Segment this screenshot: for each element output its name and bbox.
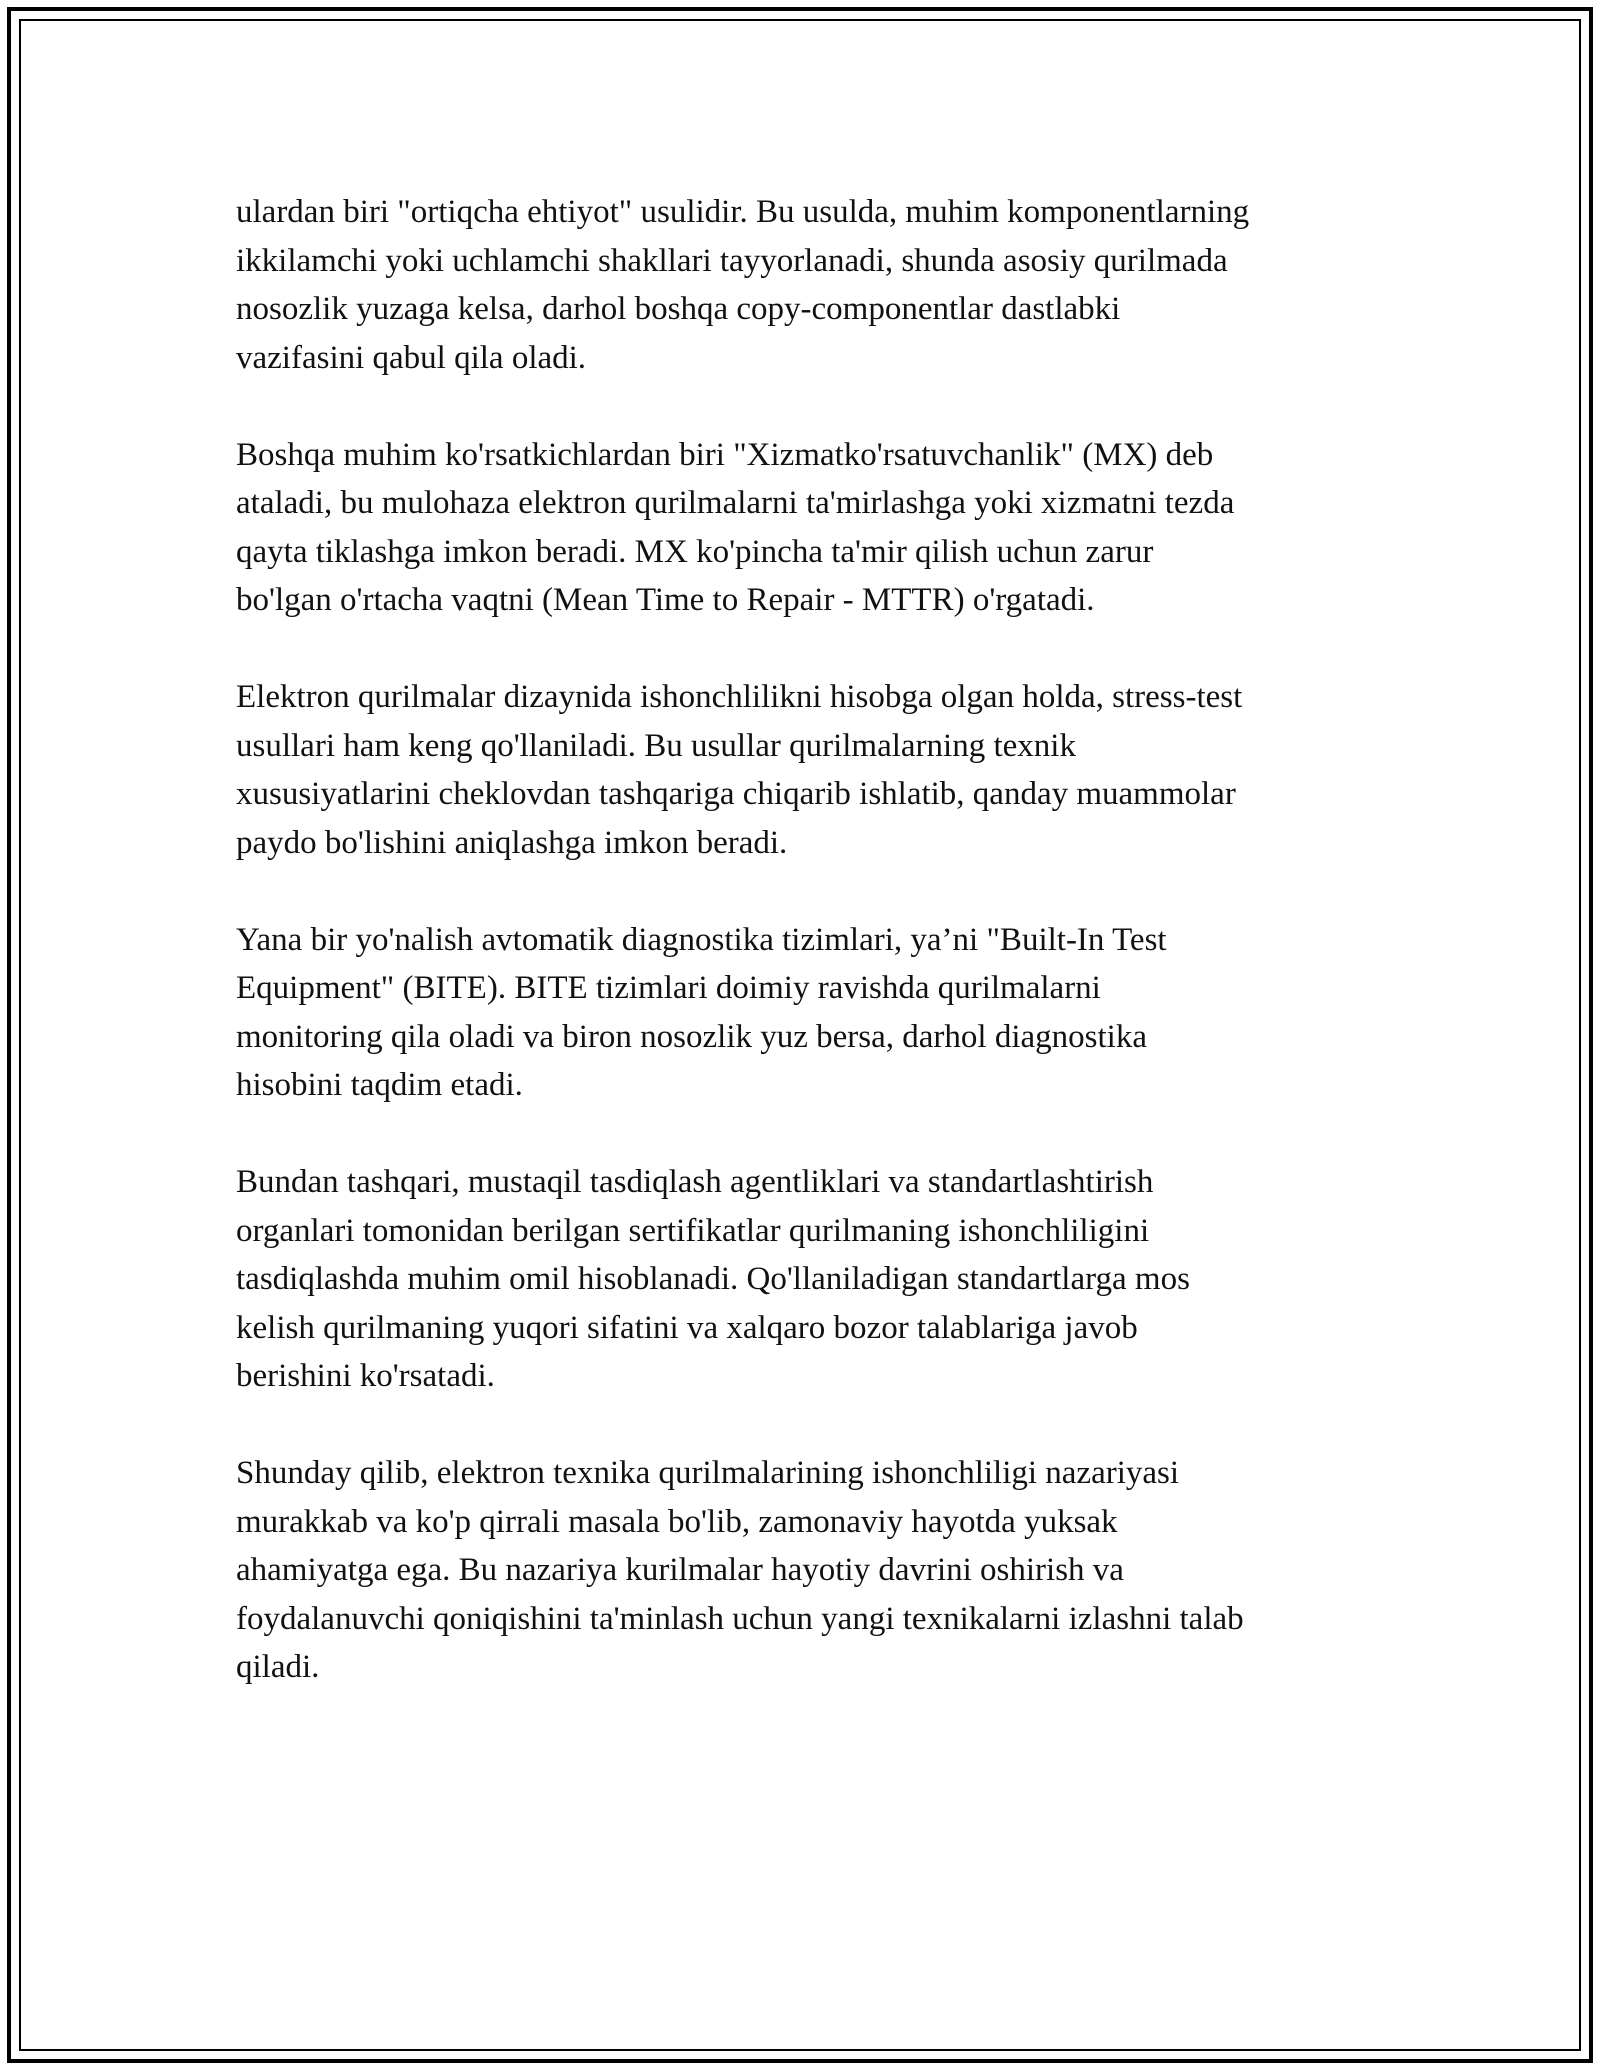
paragraph-bite: Yana bir yo'nalish avtomatik diagnostika tizimlari, ya’ni "Built-In Test Equipment" (BITE). BITE tizimlari doimiy ravishda qurilmalarni monitoring qila oladi va biron nosozlik yuz bersa, darhol diagnostika hisobini taqdim etadi. xyxy=(236,921,1167,1103)
paragraph-maintainability: Boshqa muhim ko'rsatkichlardan biri "Xizmatko'rsatuvchanlik" (MX) deb ataladi, bu mulohaza elektron qurilmalarni ta'mirlashga yoki xizmatni tezda qayta tiklashga imkon beradi. MX ko'pincha ta'mir qilish uchun zarur bo'lgan o'rtacha vaqtni (Mean Time to Repair - MTTR) o'rgatadi. xyxy=(236,436,1235,618)
paragraph-stress-test: Elektron qurilmalar dizaynida ishonchlilikni hisobga olgan holda, stress-test usullari ham keng qo'llaniladi. Bu usullar qurilmalarning texnik xususiyatlarini cheklovdan tashqariga chiqarib ishlatib, qanday muammolar paydo bo'lishini aniqlashga imkon beradi. xyxy=(236,679,1243,861)
paragraph-conclusion: Shunday qilib, elektron texnika qurilmalarining ishonchliligi nazariyasi murakkab va ko'p qirrali masala bo'lib, zamonaviy hayotda yuksak ahamiyatga ega. Bu nazariya kurilmalar hayotiy davrini oshirish va foydalanuvchi qoniqishini ta'minlash uchun yangi texnikalarni izlashni talab qiladi. xyxy=(236,1455,1244,1685)
paragraph-redundancy: ulardan biri "ortiqcha ehtiyot" usulidir. Bu usulda, muhim komponentlarning ikkilamchi yoki uchlamchi shakllari tayyorlanadi, shunda asosiy qurilmada nosozlik yuzaga kelsa, darhol boshqa copy-componentlar dastlabki vazifasini qabul qila oladi. xyxy=(236,194,1250,376)
paragraph-certification: Bundan tashqari, mustaqil tasdiqlash agentliklari va standartlashtirish organlari tomonidan berilgan sertifikatlar qurilmaning ishonchliligini tasdiqlashda muhim omil hisoblanadi. Qo'llaniladigan standartlarga mos kelish qurilmaning yuqori sifatini va xalqaro bozor talablariga javob berishini ko'rsatadi. xyxy=(236,1164,1190,1394)
document-body xyxy=(236,188,1396,1740)
